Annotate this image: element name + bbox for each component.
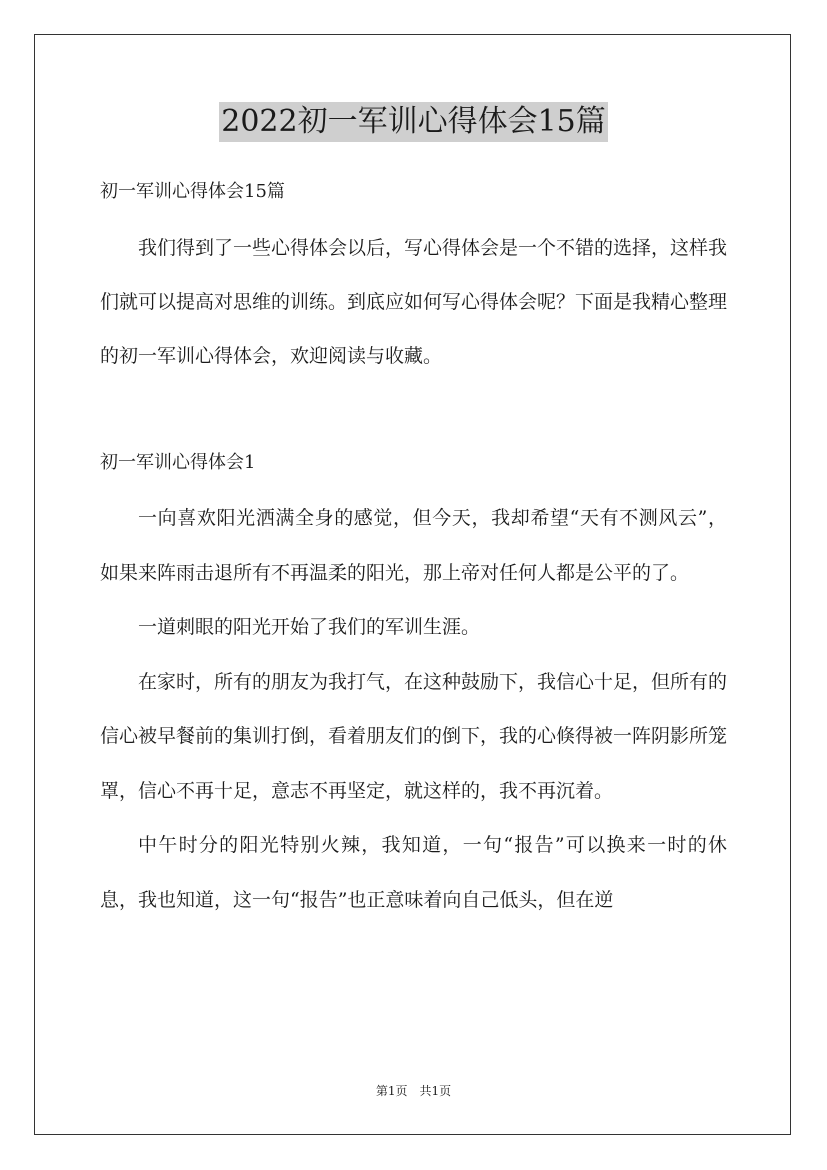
page-footer: 第1页 共1页: [375, 1084, 452, 1098]
body-paragraph-1: 一向喜欢阳光洒满全身的感觉，但今天，我却希望“天有不测风云”，如果来阵雨击退所有不再温柔的阳光，那上帝对任何人都是公平的了。: [100, 507, 727, 584]
section-heading: 初一军训心得体会1: [100, 452, 256, 473]
title-container: [0, 102, 827, 142]
body-paragraph-3: 在家时，所有的朋友为我打气，在这种鼓励下，我信心十足，但所有的信心被早餐前的集训打倒，看着朋友们的倒下，我的心倏得被一阵阴影所笼罩，信心不再十足，意志不再坚定，就这样的，我不再沉着。: [100, 670, 728, 802]
body-paragraph-4: 中午时分的阳光特别火辣，我知道，一句“报告”可以换来一时的休息，我也知道，这一句“报告”也正意味着向自己低头，但在逆: [100, 834, 727, 911]
document-body: [100, 163, 727, 927]
body-paragraph-2: 一道刺眼的阳光开始了我们的军训生涯。: [138, 616, 481, 638]
document-title: 2022初一军训心得体会15篇: [219, 102, 608, 142]
intro-paragraph: 我们得到了一些心得体会以后，写心得体会是一个不错的选择，这样我们就可以提高对思维的训练。到底应如何写心得体会呢？下面是我精心整理的初一军训心得体会，欢迎阅读与收藏。: [100, 237, 728, 367]
document-subtitle: 初一军训心得体会15篇: [100, 181, 285, 202]
